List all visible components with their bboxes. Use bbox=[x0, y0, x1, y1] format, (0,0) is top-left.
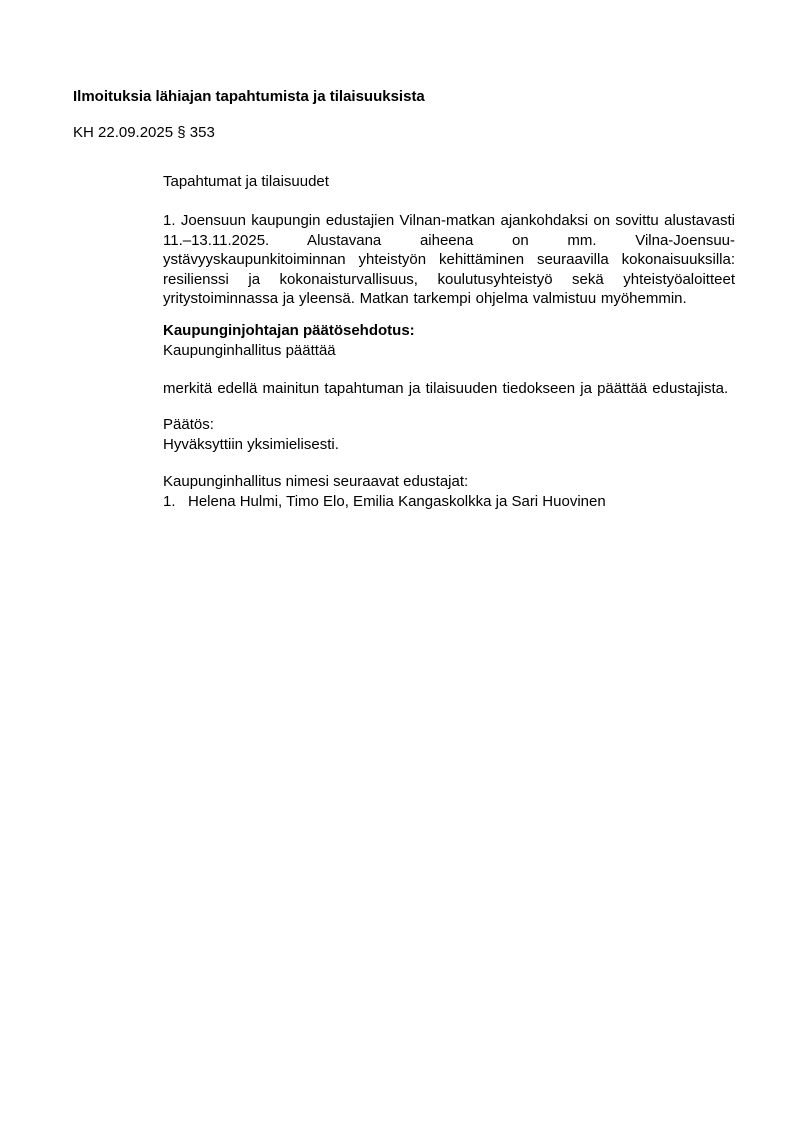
list-item-names: Helena Hulmi, Timo Elo, Emilia Kangaskolkka ja Sari Huovinen bbox=[188, 492, 606, 510]
proposal-block bbox=[163, 321, 735, 360]
decision-block bbox=[163, 415, 735, 454]
event-paragraph: 1. Joensuun kaupungin edustajien Vilnan-matkan ajankohdaksi on sovittu alustavasti 11.–13.11.2025. Alustavana aiheena on mm. Vilna-Joensuu-ystävyyskaupunkitoiminnan yhteistyön kehittäminen seuraavilla kokonaisuuksilla: resilienssi ja kokonaisturvallisuus, koulutusyhteistyö sekä yhteistyöaloitteet yritystoiminnassa ja yleensä. Matkan tarkempi ohjelma valmistuu myöhemmin. bbox=[163, 212, 735, 308]
agenda-item-title: Ilmoituksia lähiajan tapahtumista ja tilaisuuksista bbox=[73, 88, 425, 105]
representatives-intro: Kaupunginhallitus nimesi seuraavat edustajat: bbox=[163, 473, 469, 490]
meeting-reference: KH 22.09.2025 § 353 bbox=[73, 124, 215, 141]
representatives-block bbox=[163, 472, 763, 511]
decision-heading: Päätös: bbox=[163, 416, 214, 433]
proposal-heading: Kaupunginjohtajan päätösehdotus: bbox=[163, 322, 415, 339]
list-item bbox=[163, 492, 763, 512]
proposal-text: merkitä edellä mainitun tapahtuman ja tilaisuuden tiedokseen ja päättää edustajista. bbox=[163, 380, 729, 397]
list-item-number: 1. bbox=[163, 492, 176, 510]
decision-text: Hyväksyttiin yksimielisesti. bbox=[163, 435, 339, 453]
section-heading: Tapahtumat ja tilaisuudet bbox=[163, 173, 329, 190]
proposal-intro: Kaupunginhallitus päättää bbox=[163, 341, 336, 359]
